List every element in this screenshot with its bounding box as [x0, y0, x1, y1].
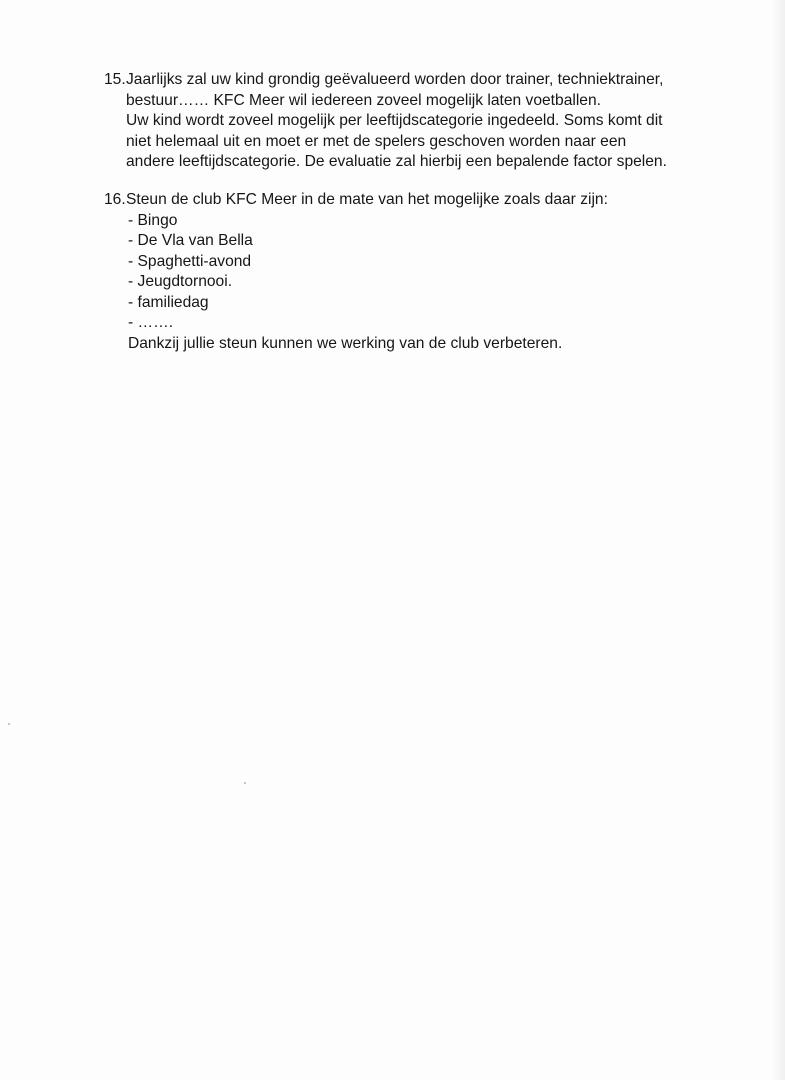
item-number: 15. [104, 71, 126, 88]
support-activity: - Jeugdtornooi. [128, 273, 233, 290]
item-15-text [126, 70, 704, 173]
item-15-line: Uw kind wordt zoveel mogelijk per leeftijdscategorie ingedeeld. Soms komt dit [126, 112, 663, 129]
item-16-text [126, 190, 704, 211]
item-15-line: Jaarlijks zal uw kind grondig geëvalueerd worden door trainer, techniektrainer, [126, 71, 664, 88]
scan-speck [8, 723, 10, 725]
closing-sentence: Dankzij jullie steun kunnen we werking van de club verbeteren. [128, 334, 563, 352]
item-15-line: niet helemaal uit en moet er met de spelers geschoven worden naar een [126, 132, 627, 150]
support-activity: - Bingo [128, 211, 178, 229]
item-16-intro: Steun de club KFC Meer in de mate van het mogelijke zoals daar zijn: [126, 191, 608, 208]
list-item-15 [104, 70, 704, 173]
support-activity: - De Vla van Bella [128, 232, 253, 249]
scan-edge-shadow [771, 0, 785, 1080]
item-15-line: bestuur…… KFC Meer wil iedereen zoveel mogelijk laten voetballen. [126, 91, 601, 109]
support-activity: - ……. [128, 314, 174, 331]
scan-speck [244, 782, 246, 784]
support-activity: - Spaghetti-avond [128, 252, 252, 270]
item-15-line: andere leeftijdscategorie. De evaluatie zal hierbij een bepalende factor spelen. [126, 153, 667, 170]
item-number: 16. [104, 191, 126, 208]
support-activity: - familiedag [128, 293, 209, 311]
list-item-16 [104, 190, 704, 354]
support-activities-list [128, 211, 704, 334]
